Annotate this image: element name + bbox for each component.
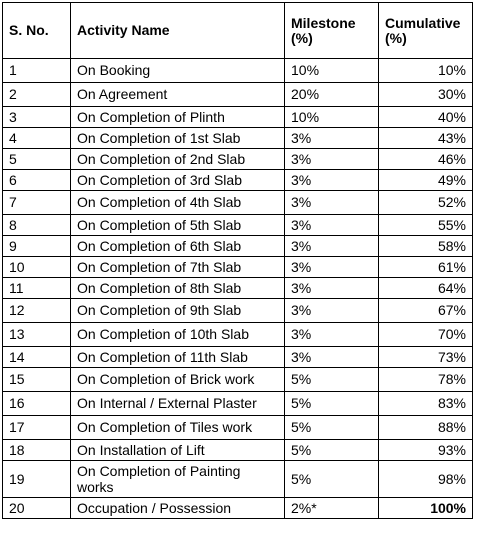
table-body bbox=[3, 59, 473, 519]
cell-milestone: 5% bbox=[285, 440, 379, 461]
table-row bbox=[3, 107, 473, 128]
table-header-row bbox=[3, 3, 473, 59]
cell-activity-name: On Completion of 8th Slab bbox=[71, 278, 285, 299]
header-cumulative: Cumulative (%) bbox=[379, 3, 473, 59]
table-row bbox=[3, 347, 473, 368]
cell-milestone: 3% bbox=[285, 257, 379, 278]
cell-cumulative: 52% bbox=[379, 191, 473, 215]
cell-activity-name: Occupation / Possession bbox=[71, 498, 285, 519]
table-row bbox=[3, 498, 473, 519]
cell-milestone: 10% bbox=[285, 107, 379, 128]
cell-sno: 14 bbox=[3, 347, 71, 368]
cell-activity-name: On Completion of Plinth bbox=[71, 107, 285, 128]
cell-activity-name: On Installation of Lift bbox=[71, 440, 285, 461]
cell-sno: 20 bbox=[3, 498, 71, 519]
cell-milestone: 5% bbox=[285, 392, 379, 416]
table-row bbox=[3, 323, 473, 347]
table-row bbox=[3, 83, 473, 107]
table-row bbox=[3, 368, 473, 392]
cell-activity-name: On Booking bbox=[71, 59, 285, 83]
header-milestone: Milestone (%) bbox=[285, 3, 379, 59]
cell-activity-name: On Completion of 3rd Slab bbox=[71, 170, 285, 191]
cell-activity-name: On Completion of Brick work bbox=[71, 368, 285, 392]
cell-sno: 10 bbox=[3, 257, 71, 278]
cell-cumulative: 78% bbox=[379, 368, 473, 392]
table-row bbox=[3, 392, 473, 416]
cell-activity-name: On Completion of 5th Slab bbox=[71, 215, 285, 236]
cell-milestone: 3% bbox=[285, 323, 379, 347]
table-row bbox=[3, 191, 473, 215]
cell-activity-name: On Agreement bbox=[71, 83, 285, 107]
cell-sno: 3 bbox=[3, 107, 71, 128]
cell-milestone: 3% bbox=[285, 347, 379, 368]
cell-cumulative: 64% bbox=[379, 278, 473, 299]
cell-sno: 1 bbox=[3, 59, 71, 83]
cell-milestone: 2%* bbox=[285, 498, 379, 519]
cell-cumulative: 88% bbox=[379, 416, 473, 440]
cell-cumulative: 46% bbox=[379, 149, 473, 170]
cell-sno: 4 bbox=[3, 128, 71, 149]
cell-sno: 18 bbox=[3, 440, 71, 461]
cell-sno: 13 bbox=[3, 323, 71, 347]
cell-milestone: 3% bbox=[285, 299, 379, 323]
cell-milestone: 3% bbox=[285, 215, 379, 236]
cell-activity-name: On Completion of 1st Slab bbox=[71, 128, 285, 149]
cell-cumulative: 98% bbox=[379, 461, 473, 498]
cell-sno: 17 bbox=[3, 416, 71, 440]
cell-sno: 2 bbox=[3, 83, 71, 107]
cell-cumulative: 43% bbox=[379, 128, 473, 149]
table-row bbox=[3, 149, 473, 170]
table-row bbox=[3, 215, 473, 236]
cell-sno: 8 bbox=[3, 215, 71, 236]
table-row bbox=[3, 278, 473, 299]
table-row bbox=[3, 128, 473, 149]
cell-milestone: 3% bbox=[285, 278, 379, 299]
table-row bbox=[3, 299, 473, 323]
table-row bbox=[3, 461, 473, 498]
cell-activity-name: On Completion of 10th Slab bbox=[71, 323, 285, 347]
cell-activity-name: On Completion of 11th Slab bbox=[71, 347, 285, 368]
cell-cumulative: 73% bbox=[379, 347, 473, 368]
cell-cumulative: 70% bbox=[379, 323, 473, 347]
cell-milestone: 5% bbox=[285, 416, 379, 440]
header-activity-name: Activity Name bbox=[71, 3, 285, 59]
cell-sno: 5 bbox=[3, 149, 71, 170]
cell-cumulative: 55% bbox=[379, 215, 473, 236]
cell-cumulative: 49% bbox=[379, 170, 473, 191]
cell-activity-name: On Completion of 7th Slab bbox=[71, 257, 285, 278]
cell-cumulative: 100% bbox=[379, 498, 473, 519]
cell-activity-name: On Completion of Painting works bbox=[71, 461, 285, 498]
table-row bbox=[3, 416, 473, 440]
cell-milestone: 3% bbox=[285, 128, 379, 149]
cell-sno: 9 bbox=[3, 236, 71, 257]
cell-sno: 7 bbox=[3, 191, 71, 215]
cell-cumulative: 93% bbox=[379, 440, 473, 461]
cell-cumulative: 10% bbox=[379, 59, 473, 83]
cell-activity-name: On Completion of 6th Slab bbox=[71, 236, 285, 257]
table-row bbox=[3, 59, 473, 83]
cell-milestone: 5% bbox=[285, 461, 379, 498]
cell-milestone: 5% bbox=[285, 368, 379, 392]
table-row bbox=[3, 170, 473, 191]
cell-sno: 15 bbox=[3, 368, 71, 392]
table-row bbox=[3, 257, 473, 278]
cell-cumulative: 30% bbox=[379, 83, 473, 107]
table-row bbox=[3, 440, 473, 461]
cell-milestone: 3% bbox=[285, 236, 379, 257]
payment-schedule-table bbox=[2, 2, 473, 519]
cell-cumulative: 83% bbox=[379, 392, 473, 416]
cell-milestone: 3% bbox=[285, 170, 379, 191]
cell-activity-name: On Completion of 9th Slab bbox=[71, 299, 285, 323]
cell-cumulative: 67% bbox=[379, 299, 473, 323]
cell-sno: 11 bbox=[3, 278, 71, 299]
header-sno: S. No. bbox=[3, 3, 71, 59]
cell-cumulative: 61% bbox=[379, 257, 473, 278]
cell-milestone: 3% bbox=[285, 149, 379, 170]
cell-cumulative: 58% bbox=[379, 236, 473, 257]
cell-sno: 12 bbox=[3, 299, 71, 323]
cell-sno: 19 bbox=[3, 461, 71, 498]
cell-activity-name: On Completion of 2nd Slab bbox=[71, 149, 285, 170]
cell-sno: 16 bbox=[3, 392, 71, 416]
table-row bbox=[3, 236, 473, 257]
cell-milestone: 3% bbox=[285, 191, 379, 215]
cell-activity-name: On Completion of Tiles work bbox=[71, 416, 285, 440]
cell-activity-name: On Completion of 4th Slab bbox=[71, 191, 285, 215]
cell-milestone: 20% bbox=[285, 83, 379, 107]
cell-activity-name: On Internal / External Plaster bbox=[71, 392, 285, 416]
cell-sno: 6 bbox=[3, 170, 71, 191]
cell-cumulative: 40% bbox=[379, 107, 473, 128]
cell-milestone: 10% bbox=[285, 59, 379, 83]
